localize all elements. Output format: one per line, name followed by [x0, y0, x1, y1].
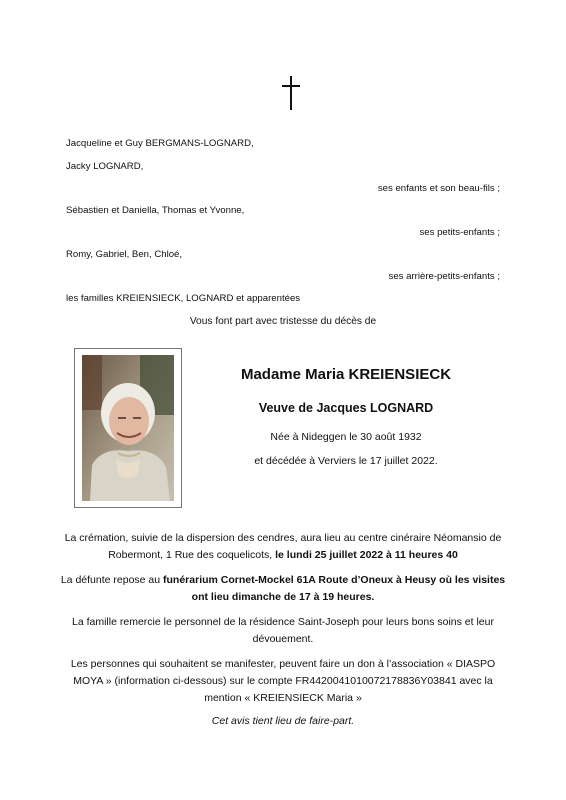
cremation-paragraph [60, 530, 506, 564]
birth-info: Née à Nideggen le 30 août 1932 [270, 431, 422, 443]
closing-line: Cet avis tient lieu de faire-part. [211, 715, 355, 727]
rest-paragraph [60, 572, 506, 606]
deceased-name: Madame Maria KREIENSIECK [240, 366, 452, 383]
family-line-1: Jacqueline et Guy BERGMANS-LOGNARD, [66, 138, 254, 149]
family-role-3: ses arrière-petits-enfants ; [388, 271, 500, 282]
family-line-4: Romy, Gabriel, Ben, Chloé, [66, 249, 183, 260]
announcement-line: Vous font part avec tristesse du décès de [189, 316, 377, 327]
portrait-frame [74, 348, 182, 508]
rest-text: La défunte repose au [60, 574, 164, 586]
widow-of: Veuve de Jacques LOGNARD [258, 401, 434, 415]
cremation-date: le lundi 25 juillet 2022 à 11 heures 40 [275, 549, 458, 561]
family-role-2: ses petits-enfants ; [419, 227, 500, 238]
family-line-5: les familles KREIENSIECK, LOGNARD et apparentées [66, 293, 301, 304]
cremation-text: La crémation, suivie de la dispersion des cendres, aura lieu au centre cinéraire Néomansio de Robermont, 1 Rue des coquelicots, [64, 532, 502, 561]
rest-place: funérarium Cornet-Mockel 61A Route d’Oneux à Heusy où les visites ont lieu dimanche de 17 à 19 heures. [163, 574, 506, 603]
latin-cross-icon [279, 76, 303, 110]
portrait-photo [82, 355, 174, 501]
death-info: et décédée à Verviers le 17 juillet 2022. [254, 455, 438, 467]
thanks-paragraph: La famille remercie le personnel de la résidence Saint-Joseph pour leurs bons soins et leur dévouement. [72, 616, 494, 645]
family-role-1: ses enfants et son beau-fils ; [377, 183, 500, 194]
donation-paragraph: Les personnes qui souhaitent se manifester, peuvent faire un don à l’association « DIASPO MOYA » (information ci-dessous) sur le compte FR4420041010072178836Y03841 avec la mention « KREIENSIECK Maria » [70, 658, 496, 704]
family-line-2: Jacky LOGNARD, [66, 161, 144, 172]
family-line-3: Sébastien et Daniella, Thomas et Yvonne, [66, 205, 245, 216]
